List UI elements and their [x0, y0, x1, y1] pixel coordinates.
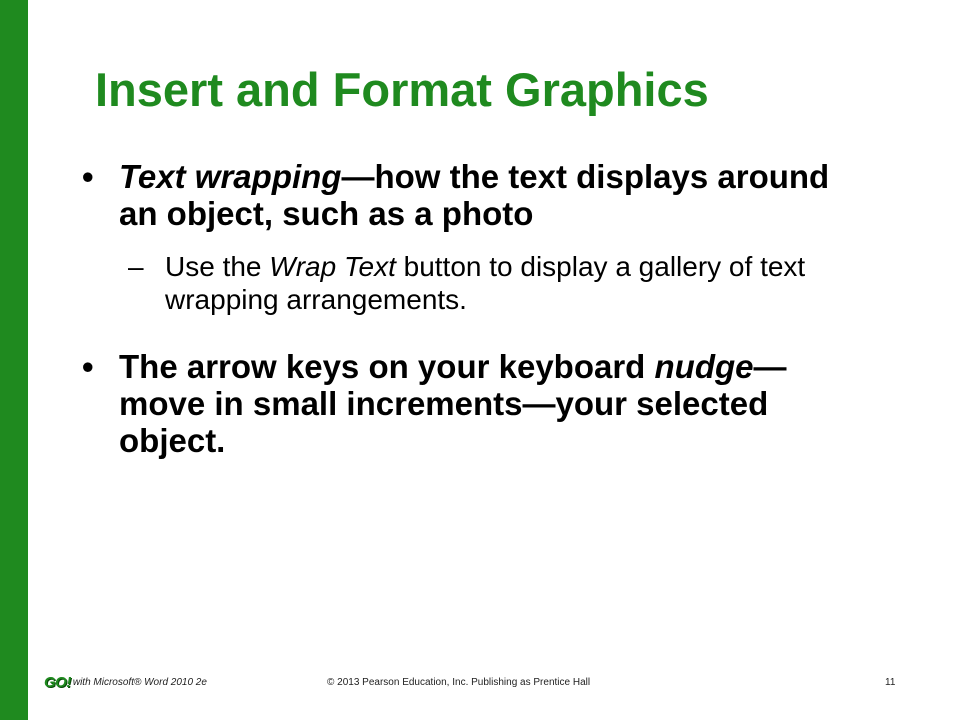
- bullet-term: Text wrapping: [119, 158, 342, 195]
- bullet-dot: •: [82, 158, 94, 195]
- go-logo: GO!: [44, 674, 71, 691]
- left-accent-bar: [0, 0, 28, 720]
- bullet-text: [119, 158, 872, 232]
- bullet-text-wrapping: [82, 158, 872, 232]
- sub-bullet-wrap-text: [128, 250, 918, 316]
- footer-brand-text: with Microsoft® Word 2010 2e: [72, 677, 207, 688]
- bullet-text: [119, 348, 872, 459]
- footer-copyright: © 2013 Pearson Education, Inc. Publishing as Prentice Hall: [327, 677, 591, 688]
- sub-bullet-term: Wrap Text: [269, 251, 396, 282]
- bullet-rest: —how the text displays around an object, such as a photo: [119, 158, 830, 232]
- sub-bullet-suffix: button to display a gallery of text wrapping arrangements.: [165, 251, 806, 315]
- slide-title: Insert and Format Graphics: [95, 63, 709, 116]
- bullet-rest: —move in small increments—your selected object.: [119, 348, 787, 459]
- footer-branding: [44, 674, 207, 692]
- sub-bullet-dash: –: [128, 251, 144, 282]
- sub-bullet-prefix: Use the: [165, 251, 270, 282]
- sub-bullet-text: [165, 250, 918, 316]
- bullet-dot: •: [82, 348, 94, 385]
- bullet-arrow-keys: [82, 348, 872, 459]
- bullet-term: nudge: [654, 348, 754, 385]
- page-number: 11: [885, 677, 896, 688]
- bullet-prefix: The arrow keys on your keyboard: [119, 348, 655, 385]
